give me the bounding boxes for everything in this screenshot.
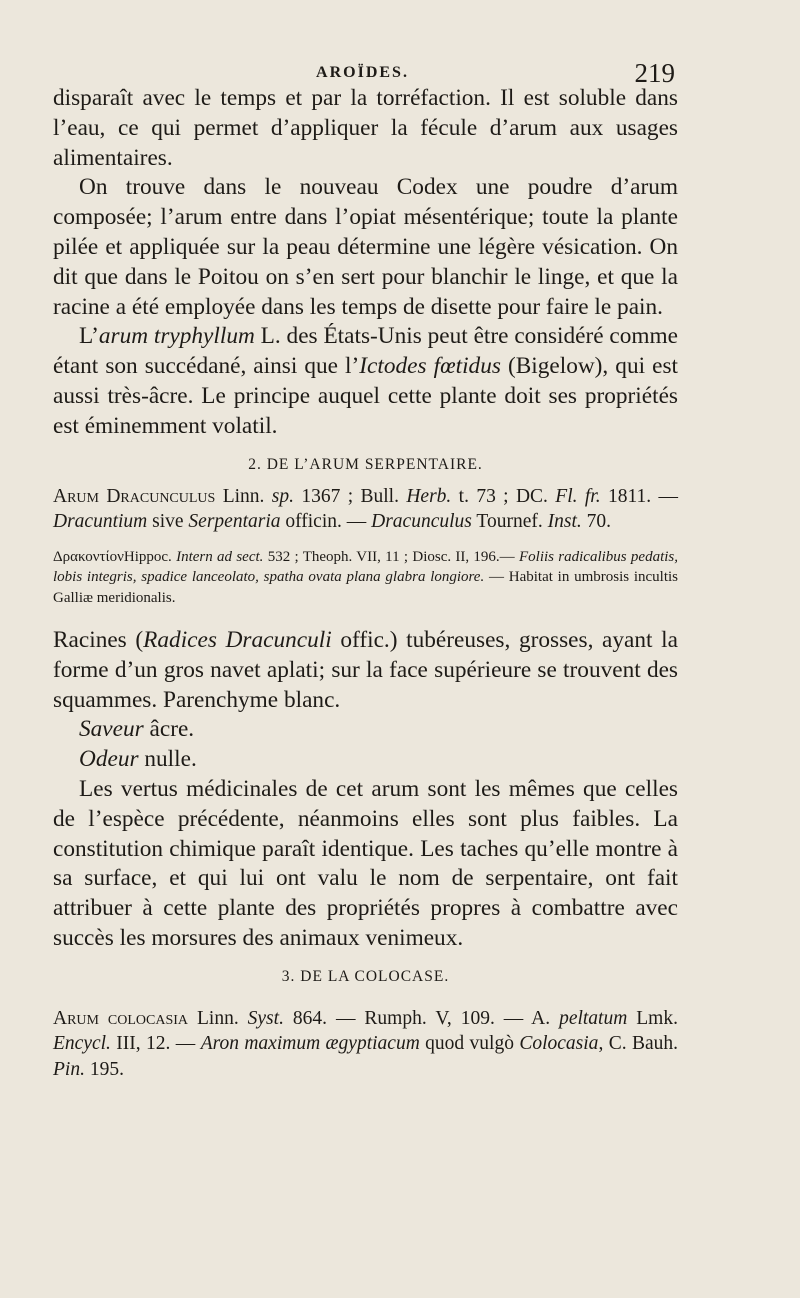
greek-word: Δρακοντίον <box>53 548 124 565</box>
paragraph-torrefaction: disparaît avec le temps et par la torréfaction. Il est soluble dans l’eau, ce qui permet d’appliquer la fécule d’arum aux usages alimentaires. <box>53 85 678 171</box>
saveur-value: âcre. <box>143 716 195 743</box>
italic-text: Intern ad sect. <box>176 548 264 565</box>
text: Racines ( <box>53 627 144 654</box>
italic-text: Ictodes fœtidus <box>359 353 501 380</box>
italic-text: Fl. fr. <box>555 485 601 507</box>
spacer <box>53 608 678 626</box>
italic-text: Radices Dracunculi <box>143 627 332 654</box>
italic-text: arum tryphyllum <box>98 323 255 350</box>
text: Tournef. <box>471 511 548 533</box>
species-name: Arum colocasia <box>53 1007 189 1029</box>
italic-text: sp. <box>271 485 294 507</box>
odeur-label: Odeur <box>79 746 139 773</box>
paragraph-saveur <box>53 715 678 745</box>
odeur-value: nulle. <box>138 746 197 773</box>
latin-description-serpentaire <box>53 547 678 609</box>
paragraph-odeur <box>53 745 678 775</box>
text: Hippoc. <box>123 548 177 565</box>
text: L’ <box>79 323 99 350</box>
italic-text: Dracunculus <box>371 511 472 533</box>
text: 195. <box>84 1058 124 1080</box>
text: 532 ; Theoph. VII, 11 ; Diosc. II, 196.— <box>263 548 519 565</box>
paragraph-racines <box>53 626 678 715</box>
text: quod vulgò <box>419 1033 520 1055</box>
italic-text: Pin. <box>53 1058 85 1080</box>
paragraph-vertus: Les vertus médicinales de cet arum sont les mêmes que celles de l’espèce précédente, néanmoins elles sont plus faibles. La constitution chimique paraît identique. Les taches qu’elle montre à sa surface, et qui lui ont valu le nom de serpentaire, ont fait attribuer à cette plante des propriétés propres à combattre avec succès les morsures des animaux venimeux. <box>53 776 678 952</box>
text: , C. Bauh. <box>598 1033 678 1055</box>
italic-text: Encycl. <box>53 1033 111 1055</box>
italic-text: Inst. <box>547 511 582 533</box>
synonymy-serpentaire <box>53 484 678 535</box>
text: III, 12. — <box>110 1033 201 1055</box>
text: 70. <box>581 511 611 533</box>
italic-text: Herb. <box>406 485 452 507</box>
text: officin. — <box>280 511 372 533</box>
paragraph-arum-tryphyllum <box>53 322 678 441</box>
spacer <box>53 996 678 1006</box>
text: offic.) tubéreuses, grosses, ayant la forme d’un gros navet aplati; sur la face supérieure se trouvent des squammes. Parenchyme blanc. <box>53 627 678 713</box>
text: Linn. <box>215 485 272 507</box>
running-title: AROÏDES. <box>316 64 409 81</box>
section-title-serpentaire: 2. DE L’ARUM SERPENTAIRE. <box>248 455 483 473</box>
page-number: 219 <box>634 58 675 88</box>
text: Lmk. <box>627 1007 678 1029</box>
italic-text: Aron maximum ægyptiacum <box>200 1033 420 1055</box>
italic-text: Foliis radicalibus pedatis, lobis integris, spadice lanceolato, spatha ovata plana glabra longiore. <box>53 548 678 586</box>
page-body <box>53 84 678 1082</box>
text: L. des États-Unis peut être considéré comme étant son succédané, ainsi que l’ <box>53 323 678 380</box>
text: — Habitat in umbrosis incultis Galliæ meridionalis. <box>53 569 679 606</box>
italic-text: Serpentaria <box>188 511 281 533</box>
saveur-label: Saveur <box>79 716 144 743</box>
text: 864. — Rumph. V, 109. — A. <box>283 1007 560 1029</box>
italic-text: Colocasia <box>519 1033 599 1055</box>
text: (Bigelow), qui est aussi très-âcre. Le principe auquel cette plante doit ses propriétés est éminemment volatil. <box>53 353 678 439</box>
section-title-colocase: 3. DE LA COLOCASE. <box>281 967 450 985</box>
synonymy-colocase <box>53 1006 678 1083</box>
text: 1811. — <box>600 485 678 507</box>
text: sive <box>147 511 189 533</box>
paragraph-codex: On trouve dans le nouveau Codex une poudre d’arum composée; l’arum entre dans l’opiat mésentérique; toute la plante pilée et appliquée sur la peau détermine une légère vésication. On dit que dans le Poitou on s’en sert pour blanchir le linge, et que la racine a été employée dans les temps de disette pour faire le pain. <box>53 174 678 320</box>
text: Linn. <box>188 1007 248 1029</box>
text: 1367 ; Bull. <box>294 485 407 507</box>
italic-text: peltatum <box>559 1007 628 1029</box>
italic-text: Dracuntium <box>53 511 148 533</box>
species-name: Arum Dracunculus <box>53 485 216 507</box>
text: t. 73 ; DC. <box>451 485 556 507</box>
italic-text: Syst. <box>247 1007 284 1029</box>
